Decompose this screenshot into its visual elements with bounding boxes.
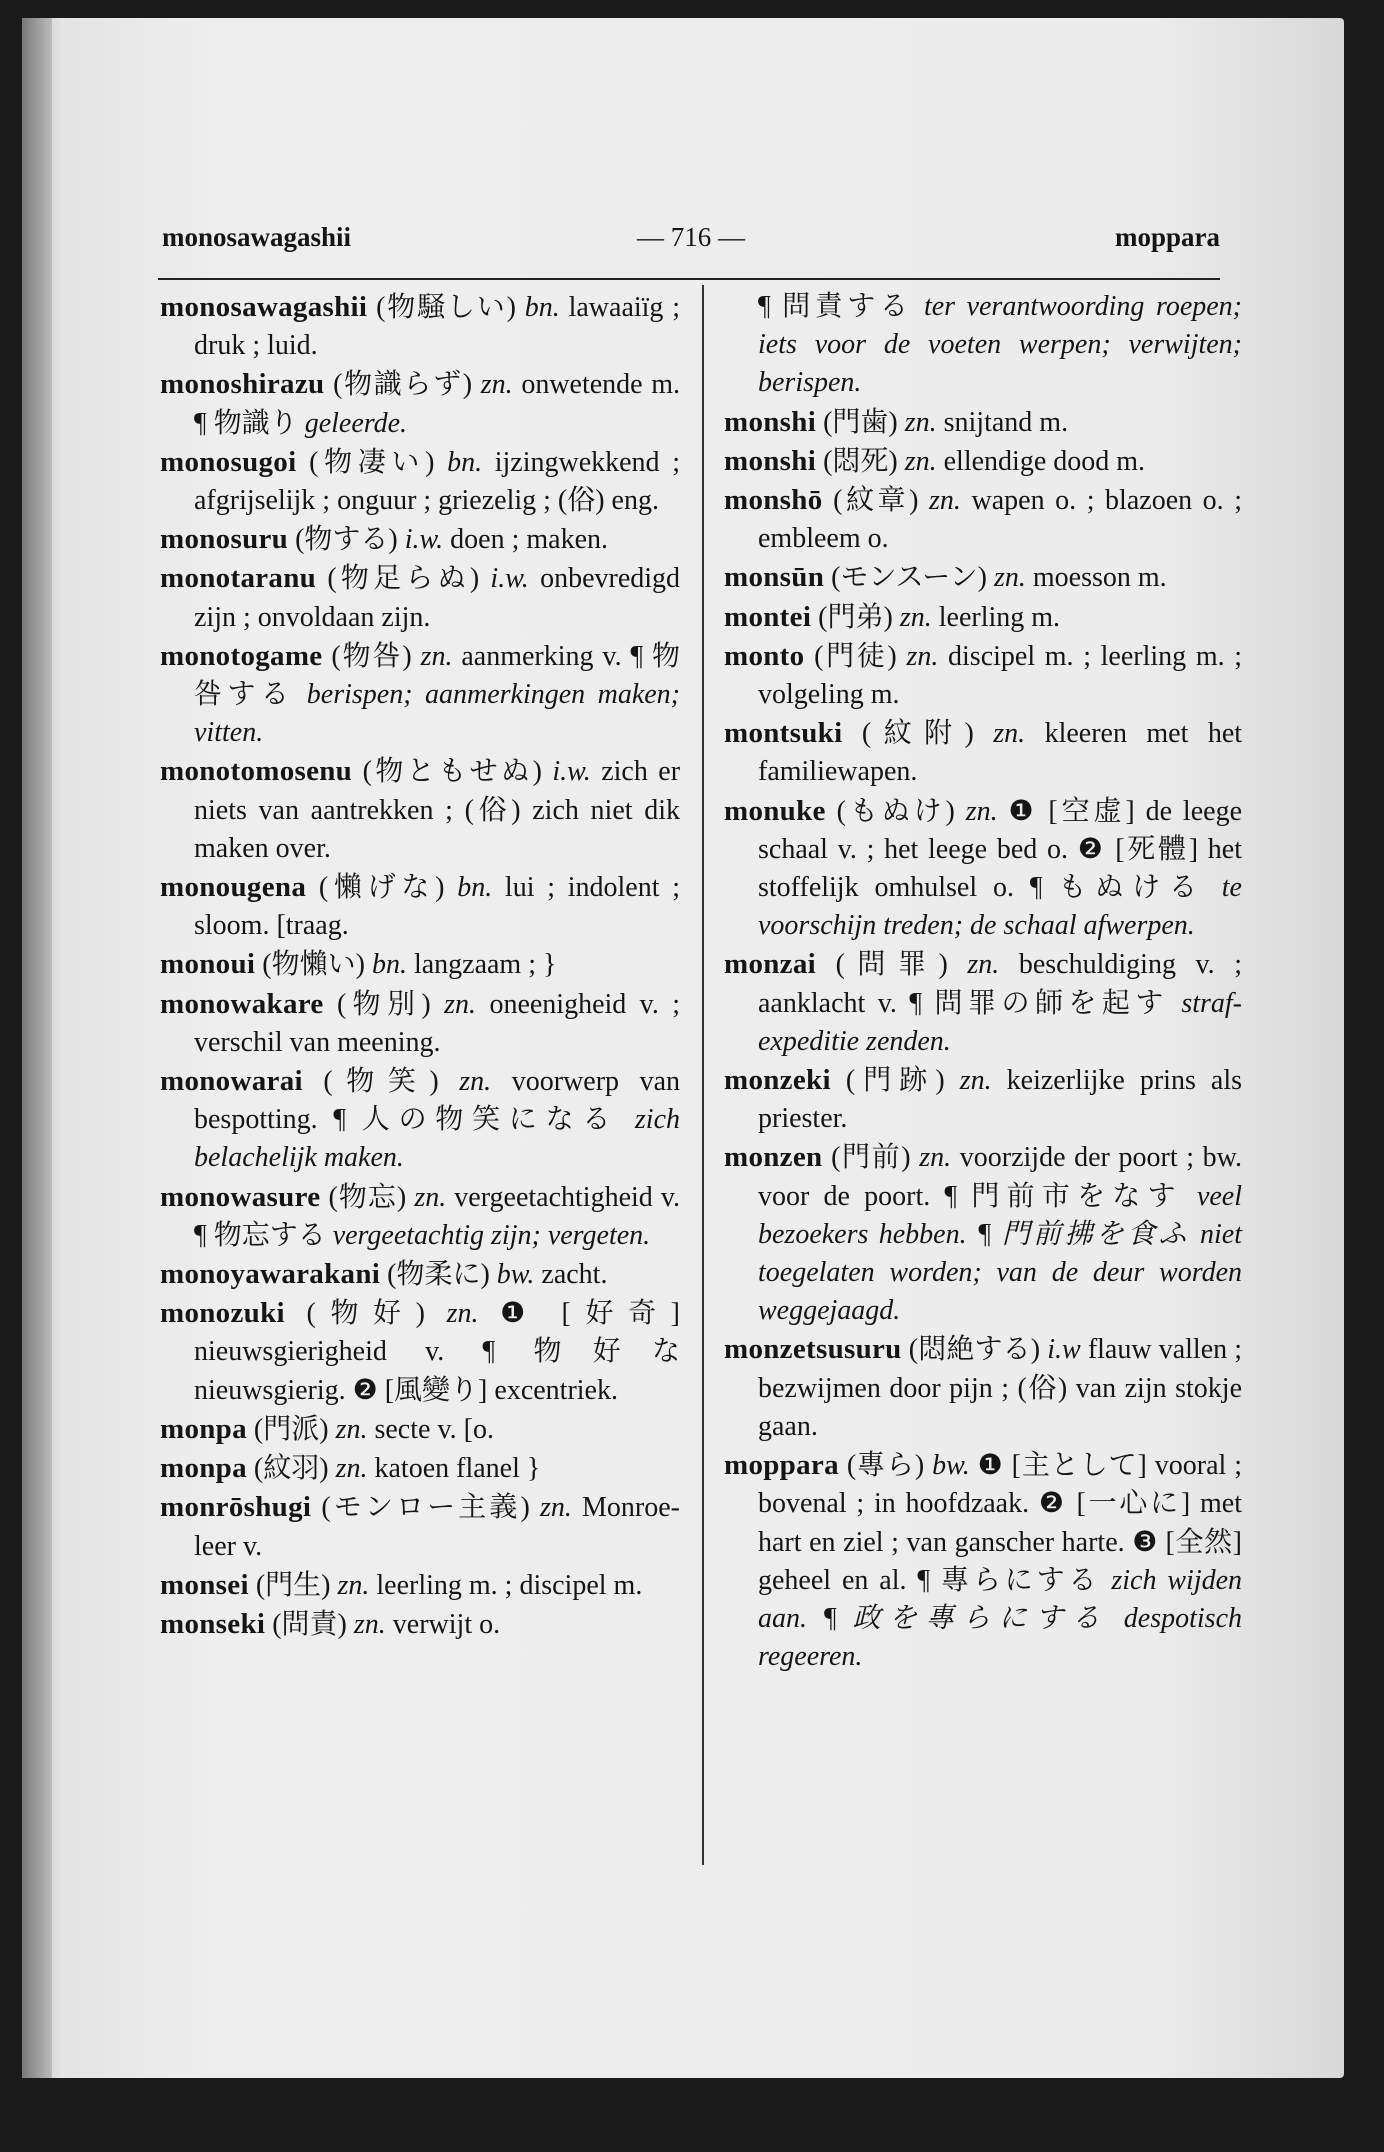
headword: monoui (160, 948, 256, 981)
definition: onbevredigd zijn ; onvoldaan zijn. (194, 563, 681, 633)
entry-kanji: (物咎) (331, 640, 412, 672)
part-of-speech: zn. (446, 1298, 479, 1330)
entry-kanji: (物識らず) (333, 369, 473, 401)
entry-kanji: (門派) (253, 1413, 329, 1445)
dictionary-entry (724, 558, 1242, 597)
column-divider (702, 285, 704, 1865)
definition: voorwerp van bespotting. ¶ 人の物笑になる (194, 1066, 681, 1136)
dictionary-entry (160, 1062, 680, 1178)
example-translation: ter verantwoording roepen; iets voor de voeten werpen; verwijten; berispen. (758, 291, 1242, 399)
entry-kanji: (門徒) (814, 640, 897, 672)
part-of-speech: i.w (1047, 1334, 1081, 1366)
headword: monoyawarakani (160, 1258, 381, 1291)
part-of-speech: zn. (337, 1569, 370, 1601)
headword: monpa (160, 1412, 247, 1445)
headword: monowasure (160, 1180, 321, 1213)
definition: langzaam ; } (413, 949, 557, 981)
entry-kanji: (もぬけ) (836, 795, 955, 827)
part-of-speech: zn. (444, 988, 477, 1020)
example-translation: veel bezoekers hebben. ¶ 門前拂を食ふ niet toegelaten worden; van de deur worden weggejaagd. (758, 1180, 1242, 1327)
definition: zacht. (541, 1259, 608, 1291)
part-of-speech: zn. (904, 406, 937, 438)
part-of-speech: zn. (967, 949, 1000, 981)
example-translation: zich wijden aan. ¶ 政を專らにする despotisch regeeren. (758, 1564, 1243, 1673)
dictionary-entry (160, 1449, 680, 1488)
headword: montsuki (724, 717, 843, 750)
dictionary-entry (724, 598, 1242, 637)
entry-kanji: (問罪) (835, 949, 948, 981)
part-of-speech: zn. (919, 1142, 952, 1174)
example-translation: geleerde. (304, 407, 408, 439)
dictionary-entry (160, 1294, 680, 1410)
entry-kanji: (門跡) (845, 1065, 945, 1097)
part-of-speech: zn. (335, 1413, 368, 1445)
dictionary-entry (724, 945, 1242, 1061)
headword: monoshirazu (160, 368, 325, 401)
part-of-speech: bn. (457, 872, 493, 904)
header-rule (158, 278, 1220, 280)
part-of-speech: zn. (540, 1492, 572, 1524)
definition: ❶ [主として] vooral ; bovenal ; in hoofdzaak. ❷ [一心に] met hart en ziel ; van ganscher harte. ❸ [全然] geheel en al. ¶ 專らにする (758, 1450, 1243, 1596)
headword: monosawagashii (160, 291, 368, 323)
entry-kanji: (懶げな) (318, 872, 445, 904)
dictionary-entry (160, 1605, 680, 1644)
definition: secte v. [o. (374, 1413, 494, 1445)
entry-kanji: (物笑) (323, 1066, 439, 1098)
running-head-right: moppara (1114, 222, 1220, 252)
definition: lawaaiïg ; druk ; luid. (194, 292, 681, 362)
headword: monzeki (724, 1064, 831, 1097)
entry-kanji: (物忘) (328, 1181, 407, 1213)
dictionary-entry (724, 1138, 1242, 1330)
part-of-speech: zn. (993, 718, 1026, 750)
left-column (160, 288, 680, 1644)
entry-kanji: (問責) (272, 1608, 347, 1640)
definition: beschuldiging v. ; aanklacht v. ¶ 問罪の師を起す (758, 949, 1242, 1019)
headword: monshi (724, 444, 817, 477)
headword: moppara (724, 1449, 839, 1482)
example-translation: vergeetachtig zijn; vergeten. (332, 1219, 651, 1251)
part-of-speech: zn. (899, 601, 932, 633)
definition: keizerlijke prins als priester. (758, 1065, 1242, 1135)
example-translation: te voorschijn treden; de schaal afwerpen. (758, 872, 1242, 942)
definition: Monroe-leer v. (194, 1492, 681, 1562)
headword: monowakare (160, 987, 324, 1020)
dictionary-entry (160, 637, 680, 753)
part-of-speech: bw. (932, 1450, 970, 1482)
headword: monzetsusuru (724, 1333, 902, 1366)
part-of-speech: zn. (335, 1453, 368, 1485)
entry-kanji: (專ら) (846, 1450, 925, 1482)
headword: monzen (724, 1141, 823, 1174)
dictionary-entry (160, 985, 680, 1062)
dictionary-entry (160, 520, 680, 559)
dictionary-entry (160, 868, 680, 945)
definition: ellendige dood m. (943, 445, 1146, 477)
part-of-speech: zn. (965, 795, 998, 827)
example-translation: zich belachelijk maken. (194, 1104, 681, 1174)
example-translation: straf-expeditie zenden. (758, 987, 1243, 1057)
dictionary-entry (724, 288, 1242, 403)
definition: moesson m. (1032, 562, 1167, 594)
headword: monosuru (160, 523, 289, 556)
dictionary-entry (160, 1488, 680, 1565)
dictionary-entry (724, 1446, 1242, 1676)
definition: zich er niets van aantrekken ; (俗) zich niet dik maken over. (194, 756, 681, 864)
part-of-speech: bn. (524, 292, 560, 323)
part-of-speech: i.w. (490, 563, 529, 595)
dictionary-entry (160, 1410, 680, 1449)
entry-kanji: (物凄い) (309, 446, 435, 478)
entry-kanji: (物別) (336, 988, 431, 1020)
dictionary-entry (160, 559, 680, 636)
part-of-speech: zn. (906, 640, 939, 672)
headword: monotaranu (160, 562, 317, 595)
dictionary-entry (160, 443, 680, 520)
entry-kanji: (門前) (831, 1142, 911, 1174)
headword: monuke (724, 794, 826, 827)
headword: monseki (160, 1607, 266, 1640)
headword: monsūn (724, 561, 825, 594)
entry-kanji: (物好) (306, 1298, 426, 1330)
definition: lui ; indolent ; sloom. [traag. (194, 872, 681, 942)
definition: ¶ 問責する (758, 291, 913, 322)
part-of-speech: zn. (353, 1608, 386, 1640)
dictionary-entry (160, 365, 680, 442)
entry-kanji: (物ともせぬ) (362, 756, 542, 788)
headword: monosugoi (160, 445, 297, 478)
entry-kanji: (物柔に) (387, 1259, 490, 1291)
dictionary-entry (724, 1330, 1242, 1446)
entry-kanji: (物懶い) (262, 949, 365, 981)
dictionary-entry (160, 1255, 680, 1294)
running-head-left: monosawagashii (162, 222, 352, 252)
dictionary-entry (160, 1566, 680, 1605)
part-of-speech: zn. (904, 445, 937, 477)
page-number: — 716 — (637, 222, 745, 252)
definition: leerling m. ; discipel m. (376, 1569, 643, 1601)
entry-kanji: (悶死) (823, 445, 898, 477)
headword: monowarai (160, 1065, 303, 1098)
headword: monshi (724, 405, 817, 438)
headword: monozuki (160, 1297, 285, 1330)
headword: monzai (724, 948, 817, 981)
headword: montei (724, 600, 812, 633)
entry-kanji: (モンスーン) (831, 562, 987, 594)
entry-kanji: (紋附) (861, 718, 974, 750)
part-of-speech: bw. (496, 1259, 535, 1291)
part-of-speech: bn. (447, 446, 483, 478)
definition: kleeren met het familiewapen. (758, 718, 1243, 788)
part-of-speech: zn. (929, 485, 961, 517)
entry-kanji: (物する) (295, 524, 398, 556)
definition: onwetende m. ¶ 物識り (194, 369, 681, 439)
definition: vergeetachtigheid v. ¶ 物忘する (194, 1181, 681, 1251)
dictionary-entry (160, 752, 680, 868)
dictionary-entry (724, 481, 1242, 558)
dictionary-entry (724, 637, 1242, 714)
entry-kanji: (モンロー主義) (321, 1492, 530, 1524)
definition: flauw vallen ; bezwijmen door pijn ; (俗) van zijn stokje gaan. (758, 1334, 1243, 1442)
definition: ijzingwekkend ; afgrijselijk ; onguur ; griezelig ; (俗) eng. (194, 446, 680, 517)
dictionary-entry (160, 1178, 680, 1255)
headword: monsei (160, 1568, 249, 1601)
entry-kanji: (物騒しい) (376, 292, 516, 323)
part-of-speech: zn. (959, 1065, 992, 1097)
part-of-speech: zn. (994, 562, 1026, 594)
dictionary-entry (160, 288, 680, 365)
definition: aanmerking v. ¶ 物咎する (194, 640, 681, 711)
definition: verwijt o. (392, 1608, 501, 1640)
definition: ❶ [好奇] nieuwsgierigheid v. ¶ 物好な nieuwsgierig. ❷ [風變り] excentriek. (194, 1298, 681, 1406)
part-of-speech: zn. (420, 640, 453, 672)
definition: oneenigheid v. ; verschil van meening. (194, 988, 681, 1058)
part-of-speech: i.w. (552, 756, 591, 788)
book-spine (22, 18, 52, 2078)
example-translation: berispen; aanmerkingen maken; vitten. (194, 679, 680, 749)
definition: wapen o. ; blazoen o. ; embleem o. (758, 485, 1243, 555)
dictionary-entry (724, 442, 1242, 481)
dictionary-entry (724, 403, 1242, 442)
definition: snijtand m. (943, 406, 1069, 438)
headword: monrōshugi (160, 1491, 312, 1524)
dictionary-entry (724, 792, 1242, 946)
dictionary-entry (724, 714, 1242, 791)
part-of-speech: zn. (480, 369, 513, 401)
entry-kanji: (紋章) (833, 485, 919, 517)
headword: monpa (160, 1452, 247, 1485)
part-of-speech: bn. (371, 949, 407, 981)
entry-kanji: (門弟) (818, 601, 893, 633)
entry-kanji: (紋羽) (253, 1453, 329, 1485)
dictionary-entry (160, 945, 680, 984)
part-of-speech: zn. (414, 1181, 447, 1213)
definition: leerling m. (938, 601, 1061, 633)
headword: monotogame (160, 639, 323, 672)
right-column (724, 288, 1242, 1676)
entry-kanji: (物足らぬ) (327, 563, 480, 595)
headword: monougena (160, 871, 307, 904)
entry-kanji: (悶絶する) (908, 1334, 1041, 1366)
part-of-speech: zn. (459, 1066, 492, 1098)
headword: monto (724, 639, 805, 672)
definition: ❶ [空虚] de leege schaal v. ; het leege bed o. ❷ [死體] het stoffelijk omhulsel o. ¶ もぬける (758, 795, 1242, 904)
dictionary-entry (724, 1061, 1242, 1138)
entry-kanji: (門歯) (823, 406, 898, 438)
definition: discipel m. ; leerling m. ; volgeling m. (758, 640, 1243, 711)
entry-kanji: (門生) (255, 1569, 331, 1601)
headword: monshō (724, 484, 823, 517)
definition: katoen flanel } (374, 1453, 541, 1485)
part-of-speech: i.w. (404, 524, 444, 556)
headword: monotomosenu (160, 755, 353, 788)
definition: voorzijde der poort ; bw. voor de poort. ¶ 門前市をなす (758, 1142, 1243, 1212)
page-header (162, 222, 1220, 262)
definition: doen ; maken. (450, 524, 608, 556)
